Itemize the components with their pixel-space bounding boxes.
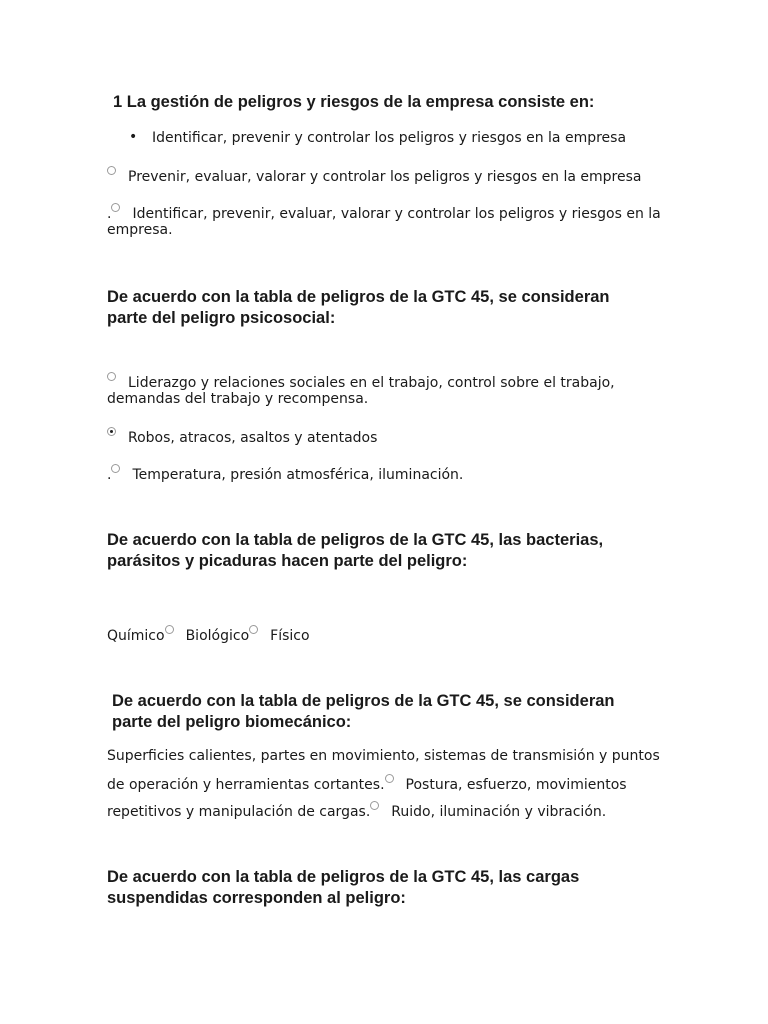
q4-line-1: Superficies calientes, partes en movimiento, sistemas de transmisión y puntos: [107, 748, 660, 764]
radio-button[interactable]: [111, 464, 120, 473]
radio-button[interactable]: [370, 801, 379, 810]
q3-option-fisico: Físico: [270, 628, 310, 644]
radio-button[interactable]: [107, 372, 116, 381]
q2-option-1-row: [107, 372, 615, 392]
q3-options-row: [107, 625, 310, 645]
question-2-title: [107, 287, 667, 329]
q4-option-2-label-start: Postura, esfuerzo, movimientos: [405, 777, 627, 793]
question-4-title: [112, 691, 672, 733]
q1-option-3-row: [107, 203, 661, 223]
radio-button[interactable]: [107, 166, 116, 175]
q2-option-1-continued: demandas del trabajo y recompensa.: [107, 391, 369, 407]
question-2-title-line2: parte del peligro psicosocial:: [107, 309, 336, 327]
q4-line-3-row: [107, 801, 606, 821]
question-3-title: [107, 530, 667, 572]
question-3-title-line2: parásitos y picaduras hacen parte del peligro:: [107, 552, 468, 570]
q1-option-1: Identificar, prevenir y controlar los peligros y riesgos en la empresa: [152, 130, 627, 146]
question-5-title-line1: De acuerdo con la tabla de peligros de la GTC 45, las cargas: [107, 868, 580, 886]
question-5-title-line2: suspendidas corresponden al peligro:: [107, 889, 406, 907]
question-3-title-line1: De acuerdo con la tabla de peligros de la GTC 45, las bacterias,: [107, 531, 604, 549]
dot-text: .: [107, 467, 112, 483]
q2-option-3-label: Temperatura, presión atmosférica, iluminación.: [132, 467, 464, 483]
q3-option-quimico: Químico: [107, 628, 165, 644]
q1-option-3-continued: empresa.: [107, 222, 173, 238]
q4-option-1-label-end: de operación y herramientas cortantes.: [107, 777, 385, 793]
question-2-title-line1: De acuerdo con la tabla de peligros de la GTC 45, se consideran: [107, 288, 610, 306]
q1-option-2-row: [107, 166, 642, 186]
q2-option-2-row: [107, 427, 377, 447]
radio-button[interactable]: [385, 774, 394, 783]
q1-option-3-label: Identificar, prevenir, evaluar, valorar y controlar los peligros y riesgos en la: [132, 206, 661, 222]
q2-option-1-label: Liderazgo y relaciones sociales en el trabajo, control sobre el trabajo,: [128, 375, 615, 391]
q4-option-2-label-end: repetitivos y manipulación de cargas.: [107, 804, 371, 820]
question-4-title-line2: parte del peligro biomecánico:: [112, 713, 352, 731]
radio-button-selected[interactable]: [107, 427, 116, 436]
question-1-title: 1 La gestión de peligros y riesgos de la empresa consiste en:: [113, 93, 595, 111]
q2-option-2-label: Robos, atracos, asaltos y atentados: [128, 430, 378, 446]
radio-button[interactable]: [165, 625, 174, 634]
q2-option-3-row: [107, 464, 463, 484]
radio-button[interactable]: [249, 625, 258, 634]
q4-line-2-row: [107, 774, 627, 794]
question-5-title: [107, 867, 667, 909]
q4-option-3-label: Ruido, iluminación y vibración.: [391, 804, 607, 820]
radio-button[interactable]: [111, 203, 120, 212]
q1-option-2-label: Prevenir, evaluar, valorar y controlar los peligros y riesgos en la empresa: [128, 169, 642, 185]
dot-text: .: [107, 206, 112, 222]
question-4-title-line1: De acuerdo con la tabla de peligros de la GTC 45, se consideran: [112, 692, 615, 710]
q3-option-biologico: Biológico: [185, 628, 250, 644]
bullet-icon: •: [129, 129, 138, 145]
